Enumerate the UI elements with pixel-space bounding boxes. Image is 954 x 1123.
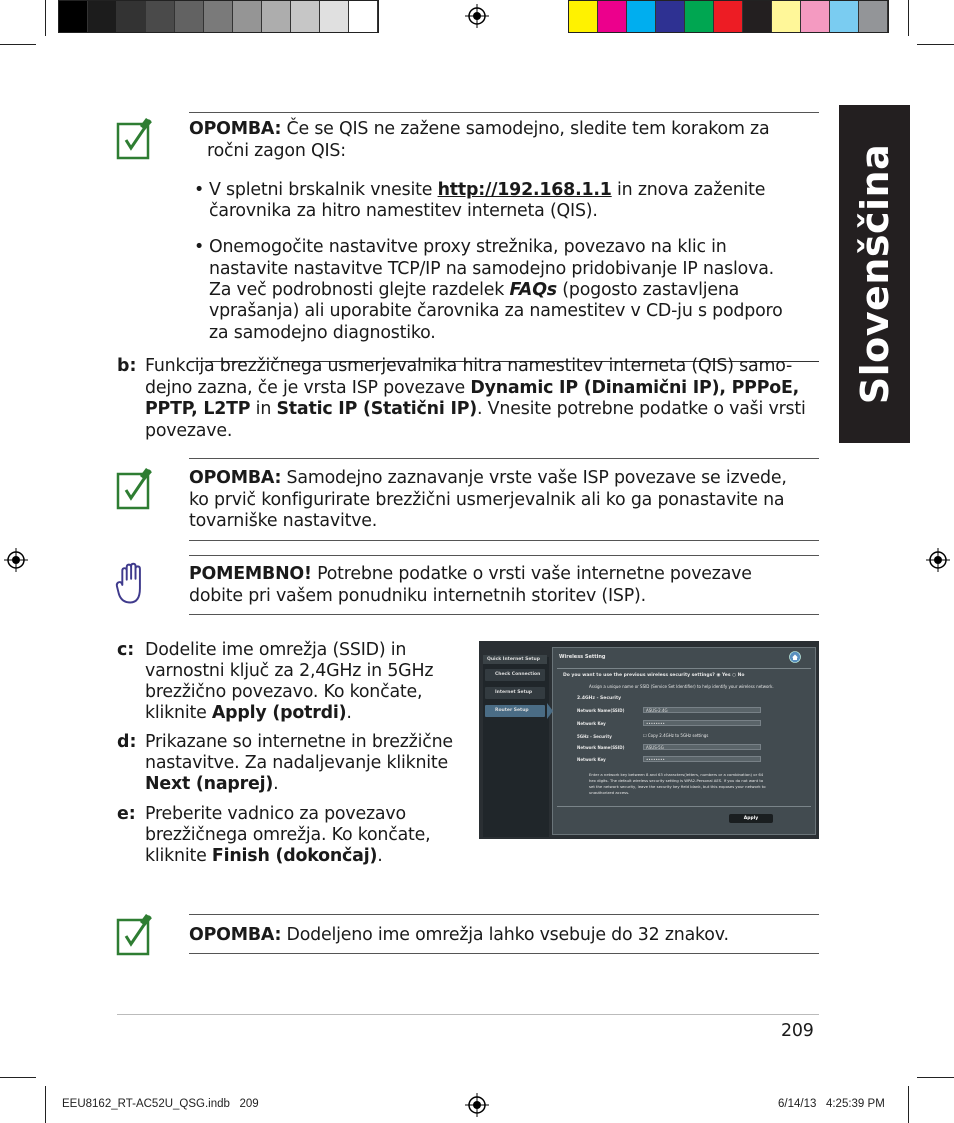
- language-side-tab: [839, 105, 910, 443]
- wireless-setting-title: Wireless Setting: [559, 654, 606, 660]
- crop-mark: [917, 44, 954, 45]
- key-info-line4: unauthorized access.: [589, 790, 630, 795]
- note-pencil-icon: [116, 912, 154, 956]
- key-5-label: Network Key: [577, 757, 606, 762]
- print-file-slug: EEU8162_RT-AC52U_QSG.indb 209: [62, 1098, 259, 1110]
- bullet-dot: •: [194, 180, 205, 200]
- qis-step-router-setup[interactable]: Router Setup: [485, 705, 545, 717]
- crop-mark: [0, 44, 36, 45]
- note2-line1: OPOMBA: Samodejno zaznavanje vrste vaše ISP povezave se izvede,: [189, 468, 787, 488]
- note-pencil-icon: [116, 116, 154, 160]
- note-bottom-rule: [189, 953, 819, 954]
- note2-line2: ko prvič konfigurirate brezžični usmerjevalnik ali ko ga ponastavite na: [189, 490, 785, 510]
- crop-mark: [0, 1077, 36, 1078]
- step-e-line2: brezžičnega omrežja. Ko končate,: [145, 825, 431, 845]
- registration-mark-icon: [465, 1093, 489, 1117]
- key-info-line1: Enter a network key between 8 and 63 characters(letters, numbers or a combination) or 64: [589, 772, 764, 777]
- note-top-rule: [189, 458, 819, 459]
- note1-bullet2-line5: za samodejno diagnostiko.: [209, 323, 436, 343]
- note-bottom-rule: [189, 540, 819, 541]
- note1-bullet2-line2: nastavite nastavitve TCP/IP na samodejno pridobivanje IP naslova.: [209, 259, 774, 279]
- step-b-label: b:: [117, 356, 137, 376]
- note2-line3: tovarniške nastavitve.: [189, 511, 378, 531]
- note1-bullet2-line1: Onemogočite nastavitve proxy strežnika, povezavo na klic in: [209, 237, 727, 257]
- note1-line1: OPOMBA: Če se QIS ne zažene samodejno, sledite tem korakom za: [189, 119, 770, 139]
- key-24-label: Network Key: [577, 721, 606, 726]
- note1-line2: ročni zagon QIS:: [207, 141, 346, 161]
- security-5-heading: 5GHz - Security: [577, 734, 612, 739]
- crop-mark: [45, 1086, 46, 1123]
- copy-settings-checkbox[interactable]: ☐ Copy 2.4GHz to 5GHz settings: [643, 733, 709, 738]
- ssid-24-label: Network Name(SSID): [577, 708, 625, 713]
- color-calibration-bar: [568, 0, 889, 33]
- selected-step-arrow-icon: [547, 703, 553, 719]
- previous-settings-question: Do you want to use the previous wireless security settings? ◉ Yes ○ No: [563, 673, 745, 678]
- note-top-rule: [189, 112, 819, 113]
- router-setup-screenshot: [479, 641, 819, 839]
- language-tab-label: Slovenščina: [852, 143, 897, 405]
- crop-mark: [908, 1086, 909, 1123]
- step-c-label: c:: [117, 640, 135, 660]
- note1-bullet2-line4: vprašanja) ali uporabite čarovnika za namestitev v CD-ju s podporo: [209, 301, 783, 321]
- grayscale-calibration-bar: [58, 0, 379, 33]
- step-b-line4: povezave.: [145, 421, 233, 441]
- router-url-link[interactable]: http://192.168.1.1: [437, 180, 612, 200]
- key-info-line3: set the network security, leave the security key field blank, but this exposes your network to: [589, 784, 766, 789]
- qis-step-internet-setup[interactable]: Internet Setup: [485, 687, 545, 699]
- step-e-line1: Preberite vadnico za povezavo: [145, 804, 406, 824]
- important-line2: dobite pri vašem ponudniku internetnih storitev (ISP).: [189, 586, 646, 606]
- note1-bullet1-line2: čarovnika za hitro namestitev interneta (QIS).: [209, 201, 598, 221]
- wireless-setting-panel: [552, 647, 816, 835]
- step-d-line3: Next (naprej).: [145, 774, 279, 794]
- note-pencil-icon: [116, 466, 154, 510]
- step-e-line3: kliknite Finish (dokončaj).: [145, 846, 383, 866]
- ssid-24-input[interactable]: ASUS-2.4G: [643, 707, 761, 713]
- step-d-line2: nastavitve. Za nadaljevanje kliknite: [145, 753, 449, 773]
- step-b-line3: PPTP, L2TP in Static IP (Statični IP). Vnesite potrebne podatke o vaši vrsti: [145, 399, 806, 419]
- registration-mark-icon: [465, 4, 489, 28]
- ssid-5-input[interactable]: ASUS-5G: [643, 744, 761, 750]
- step-b-line1: Funkcija brezžičnega usmerjevalnika hitra namestitev interneta (QIS) samo-: [145, 356, 793, 376]
- step-c-line4: kliknite Apply (potrdi).: [145, 703, 352, 723]
- key-info-line2: hex digits. The default wireless security setting is WPA2-Personal AES. If you do not want to: [589, 778, 764, 783]
- page-number: 209: [781, 1021, 814, 1041]
- note3-line1: OPOMBA: Dodeljeno ime omrežja lahko vsebuje do 32 znakov.: [189, 925, 729, 945]
- crop-mark: [45, 0, 46, 36]
- step-c-line3: brezžično povezavo. Ko končate,: [145, 682, 423, 702]
- important-bottom-rule: [189, 614, 819, 615]
- apply-button[interactable]: Apply: [729, 814, 773, 823]
- key-24-input[interactable]: ••••••••: [643, 720, 761, 726]
- security-24-heading: 2.4GHz - Security: [577, 696, 622, 701]
- print-timestamp: 6/14/13 4:25:39 PM: [778, 1098, 885, 1110]
- registration-mark-icon: [4, 548, 28, 572]
- step-c-line2: varnostni ključ za 2,4GHz in 5GHz: [145, 661, 434, 681]
- step-d-line1: Prikazane so internetne in brezžične: [145, 732, 453, 752]
- home-icon[interactable]: [789, 651, 801, 663]
- registration-mark-icon: [926, 548, 950, 572]
- ssid-5-label: Network Name(SSID): [577, 745, 625, 750]
- note1-bullet2-line3: Za več podrobnosti glejte razdelek FAQs (pogosto zastavljena: [209, 280, 740, 300]
- qis-step-check-connection[interactable]: Check Connection: [485, 669, 545, 681]
- important-line1: POMEMBNO! Potrebne podatke o vrsti vaše internetne povezave: [189, 564, 752, 584]
- key-5-input[interactable]: ••••••••: [643, 756, 761, 762]
- qis-sidebar: [483, 657, 549, 837]
- crop-mark: [908, 0, 909, 36]
- bullet-dot: •: [194, 237, 205, 257]
- note-top-rule: [189, 914, 819, 915]
- step-c-line1: Dodelite ime omrežja (SSID) in: [145, 640, 407, 660]
- important-top-rule: [189, 555, 819, 556]
- step-e-label: e:: [117, 804, 136, 824]
- crop-mark: [917, 1077, 954, 1078]
- ssid-instruction: Assign a unique name or SSID (Service Set Identifier) to help identify your wireless network.: [589, 684, 774, 689]
- step-d-label: d:: [117, 732, 137, 752]
- hand-stop-icon: [113, 562, 151, 606]
- page-footer-rule: [117, 1014, 819, 1015]
- step-b-line2: dejno zazna, če je vrsta ISP povezave Dynamic IP (Dinamični IP), PPPoE,: [145, 378, 800, 398]
- note1-bullet1: V spletni brskalnik vnesite http://192.168.1.1 in znova zaženite: [209, 180, 766, 200]
- qis-sidebar-header: Quick Internet Setup: [483, 655, 547, 664]
